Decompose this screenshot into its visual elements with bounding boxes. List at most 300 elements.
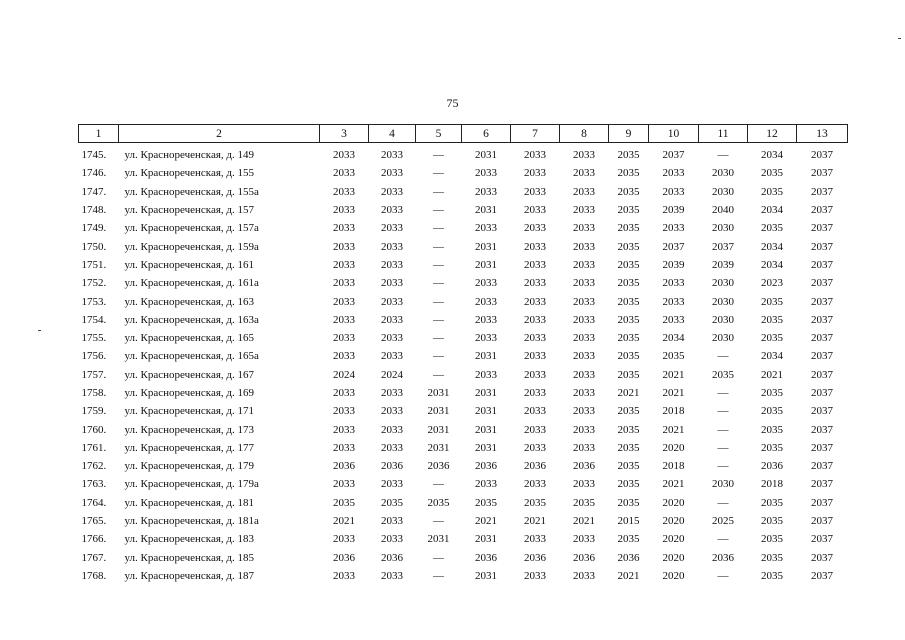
year-cell: 2033	[524, 533, 546, 546]
year-cell: 2037	[811, 185, 833, 198]
year-cell: 2033	[573, 167, 595, 180]
year-cell: 2033	[333, 350, 355, 363]
year-cell: 2033	[475, 185, 497, 198]
year-cell: 2033	[381, 277, 403, 290]
year-cell: 2031	[427, 533, 450, 546]
year-cell: 2035	[617, 350, 640, 363]
year-cell: 2036	[381, 551, 403, 564]
year-cell: 2033	[381, 350, 403, 363]
table-row	[79, 457, 848, 475]
year-cell: 2018	[761, 478, 783, 491]
year-cell: 2033	[524, 350, 546, 363]
year-cell: 2033	[333, 533, 355, 546]
year-cell: 2035	[761, 387, 783, 399]
year-cell: 2024	[381, 368, 403, 381]
address-cell: ул. Краснореченская, д. 165	[124, 332, 255, 345]
year-cell: 2035	[761, 332, 783, 345]
address-cell: ул. Краснореченская, д. 181	[124, 496, 255, 509]
year-cell: —	[433, 313, 444, 326]
year-cell: 2036	[761, 460, 783, 473]
year-cell: —	[433, 277, 444, 290]
year-cell: —	[433, 569, 444, 582]
year-cell: 2034	[662, 332, 685, 345]
year-cell: 2035	[761, 496, 783, 509]
year-cell: 2035	[761, 313, 783, 326]
year-cell: 2031	[427, 405, 450, 418]
row-number-cell: 1762.	[81, 460, 107, 473]
year-cell: 2036	[573, 460, 595, 473]
year-cell: —	[433, 332, 444, 345]
year-cell: 2033	[573, 405, 595, 418]
year-cell: 2035	[617, 295, 640, 308]
year-cell: 2037	[811, 368, 833, 381]
table-row	[79, 274, 848, 292]
year-cell: 2030	[712, 185, 734, 198]
table-row	[79, 256, 848, 274]
row-number-cell: 1754.	[81, 313, 107, 326]
year-cell: 2035	[761, 551, 783, 564]
year-cell: 2037	[811, 551, 833, 564]
year-cell: 2021	[573, 515, 595, 528]
year-cell: 2033	[662, 277, 685, 290]
year-cell: 2030	[712, 313, 734, 326]
column-header: 8	[560, 125, 609, 143]
year-cell: 2036	[475, 460, 497, 473]
year-cell: 2037	[811, 277, 833, 290]
year-cell: 2033	[662, 167, 685, 180]
address-cell: ул. Краснореченская, д. 159а	[124, 240, 259, 253]
year-cell: 2033	[333, 569, 355, 582]
address-cell: ул. Краснореченская, д. 149	[124, 149, 255, 162]
year-cell: 2036	[573, 551, 595, 564]
row-number-cell: 1761.	[81, 441, 107, 454]
year-cell: —	[433, 204, 444, 217]
year-cell: 2021	[662, 478, 685, 491]
year-cell: 2033	[524, 423, 546, 436]
year-cell: 2021	[475, 515, 497, 528]
year-cell: 2033	[524, 222, 546, 235]
year-cell: 2034	[761, 204, 783, 217]
year-cell: 2035	[617, 277, 640, 290]
year-cell: —	[717, 350, 729, 363]
year-cell: 2037	[811, 295, 833, 308]
year-cell: 2020	[662, 441, 685, 454]
address-cell: ул. Краснореченская, д. 167	[124, 368, 255, 381]
year-cell: 2033	[381, 423, 403, 436]
year-cell: 2033	[333, 222, 355, 235]
year-cell: —	[433, 478, 444, 491]
row-number-cell: 1759.	[81, 405, 107, 418]
year-cell: 2035	[617, 496, 640, 509]
column-header: 10	[649, 125, 699, 143]
year-cell: 2033	[333, 441, 355, 454]
column-header: 5	[416, 125, 462, 143]
year-cell: 2035	[712, 368, 734, 381]
year-cell: —	[717, 496, 729, 509]
year-cell: 2021	[662, 368, 685, 381]
row-number-cell: 1763.	[81, 478, 107, 491]
year-cell: 2031	[475, 569, 497, 582]
year-cell: 2037	[811, 405, 833, 418]
year-cell: —	[433, 167, 444, 180]
year-cell: 2033	[662, 313, 685, 326]
year-cell: 2033	[381, 240, 403, 253]
row-number-cell: 1760.	[81, 423, 107, 436]
year-cell: 2033	[524, 405, 546, 418]
year-cell: 2033	[524, 332, 546, 345]
row-number-cell: 1756.	[81, 350, 107, 363]
year-cell: 2030	[712, 222, 734, 235]
year-cell: 2031	[427, 423, 450, 436]
year-cell: 2034	[761, 258, 783, 271]
year-cell: 2035	[617, 332, 640, 345]
table-body	[79, 143, 848, 586]
year-cell: 2031	[427, 441, 450, 454]
year-cell: 2033	[381, 258, 403, 271]
column-header: 3	[320, 125, 369, 143]
year-cell: —	[433, 222, 444, 235]
year-cell: 2036	[333, 460, 355, 473]
year-cell: 2033	[333, 295, 355, 308]
year-cell: 2021	[333, 515, 355, 528]
year-cell: 2033	[381, 441, 403, 454]
year-cell: 2031	[475, 204, 497, 217]
year-cell: 2036	[427, 460, 450, 473]
year-cell: 2033	[573, 149, 595, 162]
table-row	[79, 439, 848, 457]
year-cell: —	[433, 515, 444, 528]
year-cell: 2033	[381, 295, 403, 308]
year-cell: 2033	[475, 277, 497, 290]
table-row	[79, 143, 848, 165]
address-cell: ул. Краснореченская, д. 155	[124, 167, 255, 180]
year-cell: 2033	[333, 149, 355, 162]
year-cell: —	[717, 533, 729, 546]
year-cell: 2031	[475, 533, 497, 546]
year-cell: 2035	[761, 441, 783, 454]
year-cell: 2037	[811, 460, 833, 473]
row-number-cell: 1765.	[81, 515, 107, 528]
year-cell: 2037	[811, 423, 833, 436]
year-cell: 2033	[524, 240, 546, 253]
year-cell: 2033	[381, 222, 403, 235]
year-cell: —	[433, 551, 444, 564]
year-cell: 2033	[524, 478, 546, 491]
row-number-cell: 1747.	[81, 185, 107, 198]
table-row	[79, 219, 848, 237]
year-cell: 2033	[573, 533, 595, 546]
row-number-cell: 1757.	[81, 368, 107, 381]
column-header: 13	[797, 125, 848, 143]
year-cell: 2033	[524, 277, 546, 290]
table-row	[79, 420, 848, 438]
year-cell: 2033	[475, 368, 497, 381]
year-cell: 2035	[617, 423, 640, 436]
address-cell: ул. Краснореченская, д. 157	[124, 204, 255, 217]
year-cell: 2033	[475, 313, 497, 326]
year-cell: 2036	[617, 551, 640, 564]
year-cell: 2035	[761, 533, 783, 546]
year-cell: 2037	[811, 258, 833, 271]
year-cell: 2033	[475, 478, 497, 491]
year-cell: 2035	[524, 496, 546, 509]
address-cell: ул. Краснореченская, д. 173	[124, 423, 255, 436]
year-cell: 2033	[475, 295, 497, 308]
year-cell: 2037	[811, 478, 833, 491]
year-cell: 2033	[381, 387, 403, 399]
year-cell: 2033	[573, 185, 595, 198]
year-cell: 2033	[381, 313, 403, 326]
year-cell: 2031	[475, 240, 497, 253]
table-row	[79, 164, 848, 182]
year-cell: 2030	[712, 478, 734, 491]
table-row	[79, 292, 848, 310]
year-cell: 2033	[662, 222, 685, 235]
year-cell: 2035	[761, 405, 783, 418]
year-cell: 2033	[573, 387, 595, 399]
column-header: 11	[699, 125, 748, 143]
year-cell: 2030	[712, 295, 734, 308]
year-cell: 2033	[573, 423, 595, 436]
address-cell: ул. Краснореченская, д. 179	[124, 460, 255, 473]
year-cell: 2033	[662, 185, 685, 198]
address-cell: ул. Краснореченская, д. 183	[124, 533, 255, 546]
year-cell: 2035	[617, 185, 640, 198]
year-cell: 2033	[573, 258, 595, 271]
year-cell: 2033	[524, 167, 546, 180]
address-cell: ул. Краснореченская, д. 161а	[124, 277, 259, 290]
year-cell: 2037	[811, 167, 833, 180]
row-number-cell: 1753.	[81, 295, 107, 308]
address-cell: ул. Краснореченская, д. 163а	[124, 313, 259, 326]
year-cell: 2020	[662, 551, 685, 564]
year-cell: 2037	[811, 313, 833, 326]
column-header: 4	[369, 125, 416, 143]
year-cell: —	[717, 569, 729, 582]
year-cell: 2036	[475, 551, 497, 564]
year-cell: 2033	[333, 258, 355, 271]
year-cell: 2033	[381, 204, 403, 217]
year-cell: 2035	[761, 185, 783, 198]
year-cell: 2021	[662, 423, 685, 436]
year-cell: 2034	[761, 240, 783, 253]
year-cell: 2035	[617, 533, 640, 546]
year-cell: 2035	[761, 222, 783, 235]
row-number-cell: 1767.	[81, 551, 107, 564]
year-cell: 2018	[662, 460, 685, 473]
table-row	[79, 311, 848, 329]
year-cell: 2033	[524, 149, 546, 162]
year-cell: 2037	[811, 441, 833, 454]
year-cell: 2023	[761, 277, 783, 290]
year-cell: 2035	[617, 405, 640, 418]
year-cell: 2034	[761, 350, 783, 363]
address-cell: ул. Краснореченская, д. 165а	[124, 350, 259, 363]
year-cell: 2033	[333, 478, 355, 491]
year-cell: 2033	[524, 441, 546, 454]
year-cell: 2035	[475, 496, 497, 509]
address-cell: ул. Краснореченская, д. 177	[124, 441, 255, 454]
row-number-cell: 1766.	[81, 533, 107, 546]
year-cell: 2034	[761, 149, 783, 162]
year-cell: 2033	[573, 240, 595, 253]
page-number: 75	[446, 96, 459, 110]
year-cell: 2033	[381, 405, 403, 418]
table-row	[79, 494, 848, 512]
year-cell: 2035	[617, 204, 640, 217]
year-cell: 2018	[662, 405, 685, 418]
address-cell: ул. Краснореченская, д. 181а	[124, 515, 259, 528]
year-cell: 2035	[617, 368, 640, 381]
table-row	[79, 549, 848, 567]
year-cell: 2033	[333, 167, 355, 180]
year-cell: 2033	[573, 222, 595, 235]
address-cell: ул. Краснореченская, д. 169	[124, 387, 255, 399]
table-row	[79, 475, 848, 493]
year-cell: 2033	[524, 185, 546, 198]
table-row	[79, 512, 848, 530]
year-cell: 2033	[475, 332, 497, 345]
address-cell: ул. Краснореченская, д. 187	[124, 569, 255, 582]
year-cell: 2035	[617, 167, 640, 180]
year-cell: 2033	[333, 185, 355, 198]
scan-artifact	[898, 38, 901, 39]
year-cell: —	[717, 387, 729, 399]
column-header: 1	[79, 125, 119, 143]
year-cell: 2020	[662, 533, 685, 546]
year-cell: —	[717, 423, 729, 436]
year-cell: 2020	[662, 515, 685, 528]
year-cell: 2033	[475, 222, 497, 235]
address-cell: ул. Краснореченская, д. 157а	[124, 222, 259, 235]
year-cell: 2030	[712, 167, 734, 180]
table-row	[79, 530, 848, 548]
table-row	[79, 201, 848, 219]
year-cell: 2033	[333, 204, 355, 217]
year-cell: 2031	[475, 441, 497, 454]
year-cell: 2024	[333, 368, 355, 381]
year-cell: 2033	[573, 277, 595, 290]
year-cell: 2033	[333, 332, 355, 345]
row-number-cell: 1758.	[81, 387, 107, 399]
year-cell: 2033	[524, 204, 546, 217]
year-cell: 2036	[524, 551, 546, 564]
table-row	[79, 183, 848, 201]
year-cell: 2039	[662, 258, 685, 271]
year-cell: 2035	[573, 496, 595, 509]
year-cell: 2039	[662, 204, 685, 217]
year-cell: 2035	[617, 478, 640, 491]
year-cell: 2033	[381, 515, 403, 528]
table-row	[79, 384, 848, 402]
year-cell: 2035	[761, 295, 783, 308]
year-cell: —	[433, 350, 444, 363]
year-cell: —	[717, 441, 729, 454]
year-cell: 2033	[333, 387, 355, 399]
year-cell: 2031	[427, 387, 450, 399]
year-cell: 2033	[573, 204, 595, 217]
year-cell: 2036	[333, 551, 355, 564]
year-cell: 2035	[761, 569, 783, 582]
year-cell: 2031	[475, 350, 497, 363]
year-cell: —	[433, 258, 444, 271]
year-cell: 2040	[712, 204, 734, 217]
year-cell: 2036	[524, 460, 546, 473]
year-cell: 2033	[662, 295, 685, 308]
year-cell: 2033	[475, 167, 497, 180]
year-cell: 2021	[761, 368, 783, 381]
year-cell: 2037	[811, 387, 833, 399]
column-header: 2	[119, 125, 320, 143]
table-row	[79, 402, 848, 420]
row-number-cell: 1750.	[81, 240, 107, 253]
year-cell: 2035	[617, 441, 640, 454]
year-cell: 2037	[811, 350, 833, 363]
year-cell: 2036	[381, 460, 403, 473]
year-cell: 2031	[475, 387, 497, 399]
year-cell: —	[433, 295, 444, 308]
year-cell: 2033	[333, 277, 355, 290]
year-cell: —	[433, 368, 444, 381]
year-cell: 2035	[617, 149, 640, 162]
year-cell: 2036	[712, 551, 734, 564]
year-cell: 2031	[475, 149, 497, 162]
year-cell: 2035	[662, 350, 685, 363]
year-cell: 2015	[617, 515, 640, 528]
year-cell: 2033	[573, 368, 595, 381]
address-cell: ул. Краснореченская, д. 161	[124, 258, 255, 271]
year-cell: 2037	[811, 569, 833, 582]
address-cell: ул. Краснореченская, д. 155а	[124, 185, 259, 198]
year-cell: —	[433, 240, 444, 253]
row-number-cell: 1745.	[81, 149, 107, 162]
year-cell: 2030	[712, 332, 734, 345]
year-cell: 2033	[573, 478, 595, 491]
year-cell: 2033	[573, 441, 595, 454]
year-cell: 2037	[811, 332, 833, 345]
row-number-cell: 1748.	[81, 204, 107, 217]
year-cell: 2033	[381, 569, 403, 582]
scan-artifact	[38, 330, 41, 331]
year-cell: 2037	[662, 240, 685, 253]
year-cell: 2020	[662, 496, 685, 509]
row-number-cell: 1764.	[81, 496, 107, 509]
year-cell: —	[433, 185, 444, 198]
year-cell: 2033	[573, 313, 595, 326]
year-cell: 2021	[617, 387, 640, 399]
year-cell: 2035	[617, 240, 640, 253]
year-cell: 2035	[617, 460, 640, 473]
year-cell: 2031	[475, 405, 497, 418]
year-cell: 2035	[617, 258, 640, 271]
year-cell: 2037	[811, 533, 833, 546]
table-row	[79, 329, 848, 347]
year-cell: 2037	[811, 149, 833, 162]
year-cell: 2035	[617, 222, 640, 235]
address-cell: ул. Краснореченская, д. 185	[124, 551, 255, 564]
year-cell: 2025	[712, 515, 734, 528]
year-cell: 2033	[524, 295, 546, 308]
year-cell: 2035	[761, 515, 783, 528]
year-cell: 2039	[712, 258, 734, 271]
year-cell: 2033	[381, 185, 403, 198]
row-number-cell: 1752.	[81, 277, 107, 290]
year-cell: 2021	[524, 515, 546, 528]
year-cell: 2033	[524, 569, 546, 582]
row-number-cell: 1746.	[81, 167, 107, 180]
year-cell: 2021	[617, 569, 640, 582]
year-cell: 2033	[333, 423, 355, 436]
